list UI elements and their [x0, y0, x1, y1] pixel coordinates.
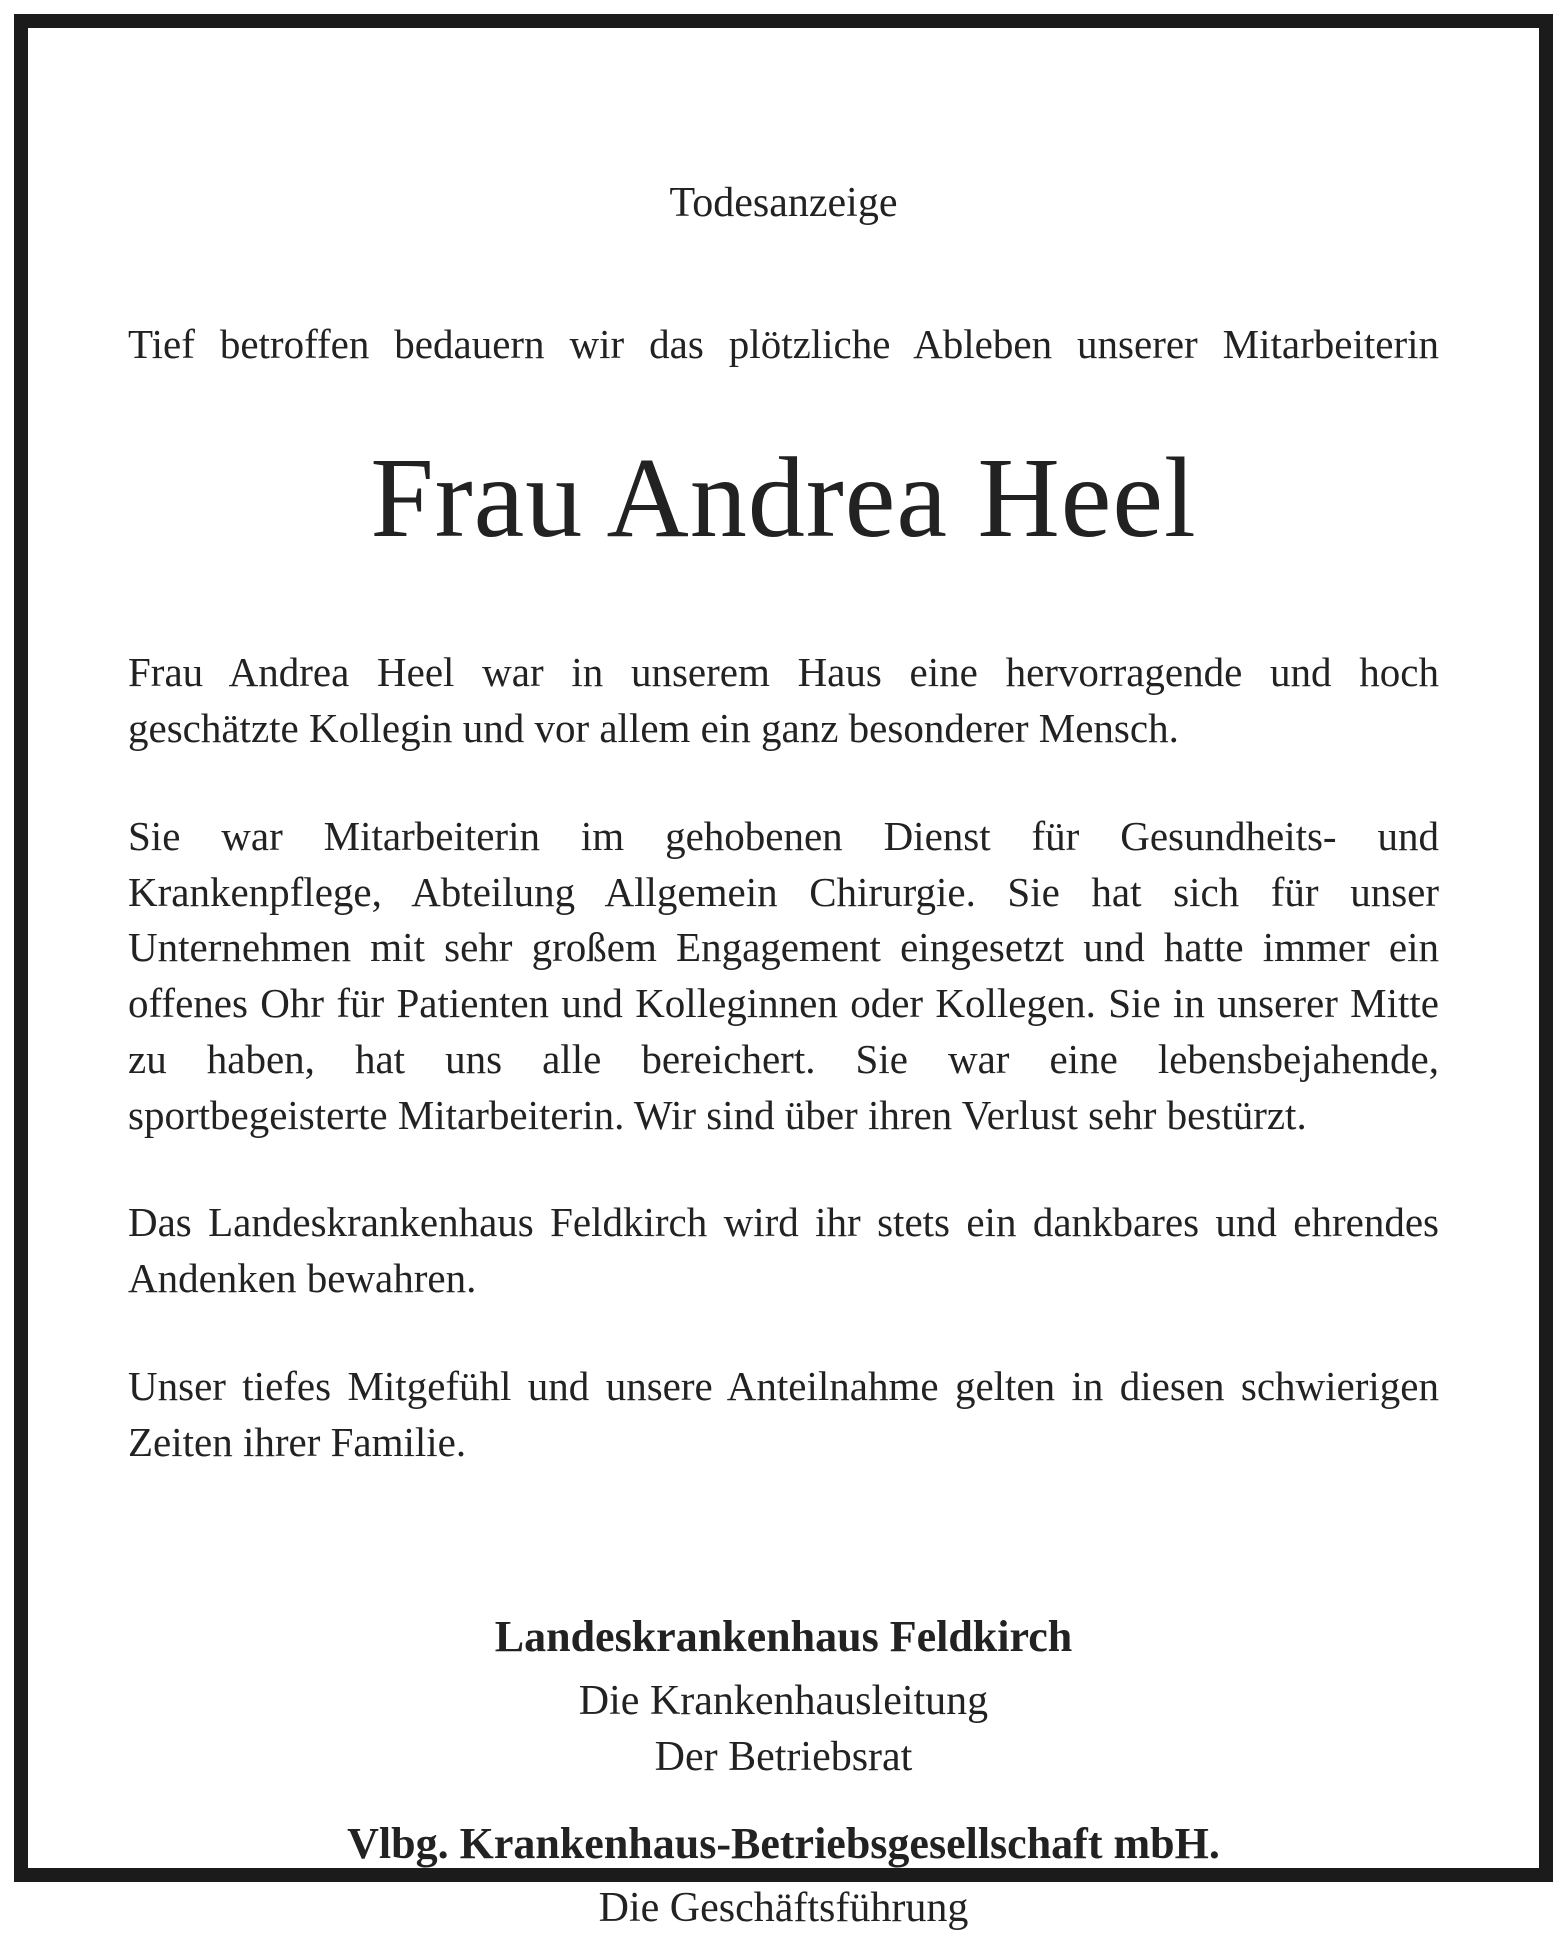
signature-operating-company: Vlbg. Krankenhaus-Betriebsgesellschaft mbH.: [347, 1819, 1220, 1869]
border-frame: [14, 14, 1553, 1932]
signature-hospital-management: Die Krankenhausleitung: [578, 1678, 989, 1725]
notice-type-heading: Todesanzeige: [669, 180, 898, 226]
signature-works-council: Der Betriebsrat: [654, 1733, 913, 1780]
paragraph-3: Das Landeskrankenhaus Feldkirch wird ihr stets ein dankbares und ehrendes Andenken bewahren.: [128, 1199, 1439, 1302]
paragraph-1: Frau Andrea Heel war in unserem Haus eine hervorragende und hoch geschätzte Kollegin und vor allem ein ganz besonderer Mensch.: [128, 649, 1439, 752]
intro-line: Tief betroffen bedauern wir das plötzliche Ableben unserer Mitarbeiterin: [128, 321, 1439, 368]
signature-executive-management: Die Geschäftsführung: [598, 1885, 969, 1932]
paragraph-4: Unser tiefes Mitgefühl und unsere Anteilnahme gelten in diesen schwierigen Zeiten ihrer Familie.: [128, 1362, 1439, 1465]
signature-hospital-name: Landeskrankenhaus Feldkirch: [494, 1612, 1073, 1662]
signature-block: [128, 1608, 1439, 1936]
deceased-name: Frau Andrea Heel: [370, 433, 1197, 561]
paragraph-2: Sie war Mitarbeiterin im gehobenen Dienst für Gesundheits- und Krankenpflege, Abteilung Allgemein Chirurgie. Sie hat sich für unser Unternehmen mit sehr großem Engagement eingesetzt und hatte immer ein offenes Ohr für Patienten und Kolleginnen oder Kollegen. Sie in unserer Mitte zu haben, hat uns alle bereichert. Sie war eine lebensbejahende, sportbegeisterte Mitarbeiterin. Wir sind über ihren Verlust sehr bestürzt.: [128, 812, 1439, 1138]
